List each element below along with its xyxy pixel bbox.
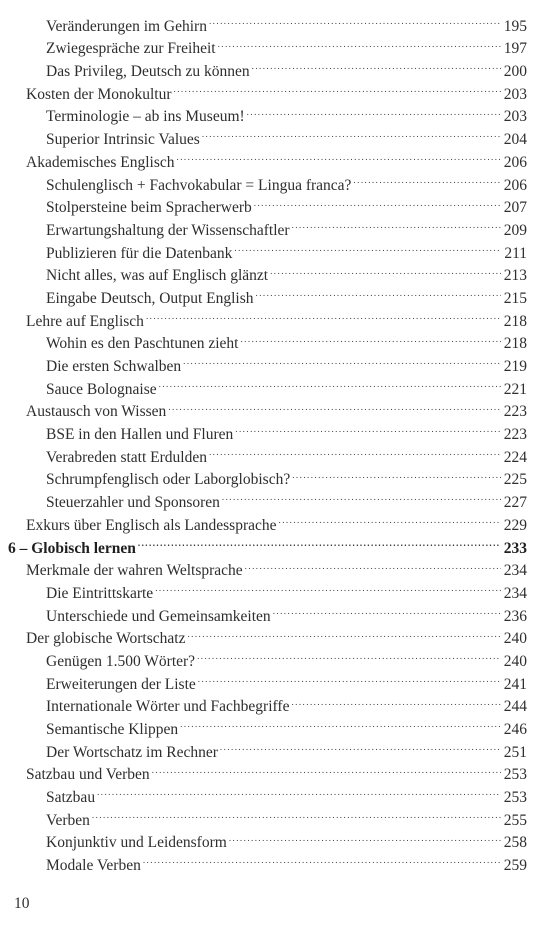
toc-entry-title: Der globische Wortschatz bbox=[26, 630, 186, 648]
toc-entry-page: 236 bbox=[503, 607, 527, 625]
toc-entry-page: 204 bbox=[503, 131, 527, 149]
dot-leader bbox=[177, 144, 501, 167]
toc-entry-title: Lehre auf Englisch bbox=[26, 312, 144, 330]
toc-entry-page: 209 bbox=[503, 221, 527, 239]
toc-entry-page: 246 bbox=[503, 721, 527, 738]
toc-entry-page: 223 bbox=[503, 426, 527, 444]
toc-section-entry bbox=[0, 621, 560, 648]
dot-leader bbox=[353, 167, 501, 190]
toc-section-entry bbox=[0, 144, 560, 171]
toc-entry-page: 207 bbox=[503, 199, 527, 217]
toc-entry-page: 259 bbox=[503, 857, 527, 875]
toc-section-entry bbox=[0, 553, 560, 580]
toc-entry-page: 240 bbox=[503, 652, 527, 670]
toc-entry-page: 219 bbox=[503, 358, 527, 375]
toc-entry-line bbox=[46, 847, 527, 877]
toc-entry-page: 223 bbox=[503, 403, 527, 421]
toc-entry-page: 227 bbox=[503, 494, 527, 512]
toc-entry-page: 234 bbox=[503, 584, 527, 602]
toc-entry-title: Publizieren für die Datenbank bbox=[46, 244, 233, 262]
toc-entry-page: 213 bbox=[503, 267, 527, 285]
toc-subsection-entry bbox=[0, 190, 560, 217]
dot-leader bbox=[273, 598, 501, 621]
toc-entry-page: 234 bbox=[503, 562, 527, 580]
toc-entry-title: 6 – Globisch lernen bbox=[8, 539, 136, 557]
toc-entry-title: Verben bbox=[46, 811, 90, 829]
dot-leader bbox=[97, 779, 501, 802]
toc-subsection-entry bbox=[0, 734, 560, 761]
dot-leader bbox=[187, 621, 501, 644]
toc-entry-title: Schulenglisch + Fachvokabular = Lingua franca? bbox=[46, 176, 352, 194]
toc-entry-page: 225 bbox=[503, 471, 527, 489]
dot-leader bbox=[234, 235, 501, 258]
toc-subsection-entry bbox=[0, 598, 560, 625]
dot-leader bbox=[292, 462, 501, 485]
toc-subsection-entry bbox=[0, 212, 560, 239]
toc-entry-page: 233 bbox=[503, 539, 527, 557]
toc-subsection-entry bbox=[0, 235, 560, 262]
toc-chapter-entry bbox=[0, 530, 560, 557]
toc-subsection-entry bbox=[0, 711, 560, 738]
dot-leader bbox=[152, 757, 501, 780]
toc-entry-title: Superior Intrinsic Values bbox=[46, 131, 200, 149]
toc-entry-title: Kosten der Monokultur bbox=[26, 85, 172, 103]
dot-leader bbox=[229, 825, 501, 848]
toc-subsection-entry bbox=[0, 258, 560, 285]
toc-subsection-entry bbox=[0, 31, 560, 58]
toc-entry-title: Schrumpfenglisch oder Laborglobisch? bbox=[46, 471, 291, 489]
toc-entry-title: Austausch von Wissen bbox=[26, 403, 167, 421]
toc-entry-title: Sauce Bolognaise bbox=[46, 380, 157, 398]
toc-entry-title: Das Privileg, Deutsch zu können bbox=[46, 63, 250, 81]
toc-entry-title: Exkurs über Englisch als Landessprache bbox=[26, 516, 277, 534]
toc-subsection-entry bbox=[0, 348, 560, 375]
dot-leader bbox=[159, 371, 501, 394]
toc-entry-title: Zwiegespräche zur Freiheit bbox=[46, 40, 216, 58]
toc-subsection-entry bbox=[0, 326, 560, 353]
toc-subsection-entry bbox=[0, 371, 560, 398]
toc-entry-page: 211 bbox=[504, 244, 527, 262]
toc-subsection-entry bbox=[0, 416, 560, 444]
dot-leader bbox=[174, 76, 501, 99]
toc-entry-title: Satzbau und Verben bbox=[26, 766, 150, 784]
dot-leader bbox=[218, 31, 501, 54]
toc-entry-title: Semantische Klippen bbox=[46, 721, 179, 738]
toc-subsection-entry bbox=[0, 280, 560, 307]
toc-subsection-entry bbox=[0, 666, 560, 693]
toc-entry-page: 200 bbox=[503, 63, 527, 81]
dot-leader bbox=[256, 280, 502, 303]
toc-section-entry bbox=[0, 303, 560, 330]
dot-leader bbox=[254, 190, 501, 213]
toc-subsection-entry bbox=[0, 53, 560, 81]
toc-subsection-entry bbox=[0, 575, 560, 602]
toc-entry-page: 240 bbox=[503, 630, 527, 648]
toc-entry-title: Wohin es den Paschtunen zieht bbox=[46, 335, 239, 353]
toc-entry-page: 229 bbox=[503, 516, 527, 534]
dot-leader bbox=[138, 530, 501, 553]
toc-entry-title: Stolpersteine beim Spracherwerb bbox=[46, 199, 252, 217]
dot-leader bbox=[146, 303, 501, 326]
dot-leader bbox=[209, 439, 501, 462]
toc-entry-page: 253 bbox=[503, 766, 527, 784]
toc-entry-title: Erwartungshaltung der Wissenschaftler bbox=[46, 221, 290, 239]
dot-leader bbox=[155, 575, 501, 598]
dot-leader bbox=[240, 326, 501, 349]
toc-entry-page: 218 bbox=[503, 335, 527, 353]
toc-entry-title: Nicht alles, was auf Englisch glänzt bbox=[46, 267, 269, 285]
toc-entry-page: 221 bbox=[503, 380, 527, 398]
toc-entry-title: Verabreden statt Erdulden bbox=[46, 448, 207, 466]
dot-leader bbox=[168, 394, 501, 417]
toc-entry-page: 197 bbox=[503, 40, 527, 58]
dot-leader bbox=[197, 643, 501, 666]
toc-subsection-entry bbox=[0, 462, 560, 489]
toc-entry-page: 258 bbox=[503, 834, 527, 852]
dot-leader bbox=[209, 8, 501, 31]
dot-leader bbox=[235, 416, 501, 439]
toc-section-entry bbox=[0, 394, 560, 421]
page-number: 10 bbox=[14, 895, 30, 912]
toc-subsection-entry bbox=[0, 121, 560, 149]
dot-leader bbox=[143, 847, 501, 870]
toc-entry-page: 206 bbox=[503, 153, 527, 171]
toc-entry-page: 215 bbox=[503, 289, 527, 307]
toc-subsection-entry bbox=[0, 99, 560, 126]
toc-entry-title: BSE in den Hallen und Fluren bbox=[46, 426, 234, 444]
dot-leader bbox=[292, 212, 501, 235]
toc-entry-title: Akademisches Englisch bbox=[26, 153, 175, 171]
toc-subsection-entry bbox=[0, 689, 560, 716]
dot-leader bbox=[92, 802, 501, 825]
toc-entry-page: 253 bbox=[503, 789, 527, 807]
toc-entry-title: Die ersten Schwalben bbox=[46, 358, 182, 375]
toc-entry-title: Genügen 1.500 Wörter? bbox=[46, 652, 196, 670]
toc-entry-page: 255 bbox=[503, 811, 527, 829]
toc-subsection-entry bbox=[0, 167, 560, 194]
table-of-contents bbox=[0, 8, 560, 875]
dot-leader bbox=[222, 484, 501, 507]
toc-entry-page: 203 bbox=[503, 85, 527, 103]
toc-entry-page: 206 bbox=[503, 176, 527, 194]
toc-subsection-entry bbox=[0, 779, 560, 807]
toc-entry-title: Modale Verben bbox=[46, 857, 141, 875]
toc-entry-title: Merkmale der wahren Weltsprache bbox=[26, 562, 243, 580]
toc-section-entry bbox=[0, 76, 560, 103]
toc-entry-title: Konjunktiv und Leidensform bbox=[46, 834, 227, 852]
dot-leader bbox=[291, 689, 501, 712]
toc-entry-title: Die Eintrittskarte bbox=[46, 584, 154, 602]
dot-leader bbox=[247, 99, 501, 122]
toc-entry-page: 241 bbox=[503, 675, 527, 693]
toc-entry-title: Satzbau bbox=[46, 789, 96, 807]
toc-subsection-entry bbox=[0, 439, 560, 466]
toc-entry-title: Unterschiede und Gemeinsamkeiten bbox=[46, 607, 271, 625]
toc-entry-title: Erweiterungen der Liste bbox=[46, 675, 196, 693]
toc-entry-page: 224 bbox=[503, 448, 527, 466]
toc-subsection-entry bbox=[0, 802, 560, 829]
dot-leader bbox=[220, 734, 501, 757]
toc-subsection-entry bbox=[0, 825, 560, 852]
toc-subsection-entry bbox=[0, 643, 560, 670]
dot-leader bbox=[279, 507, 501, 530]
toc-entry-title: Veränderungen im Gehirn bbox=[46, 17, 207, 35]
dot-leader bbox=[198, 666, 501, 689]
toc-subsection-entry bbox=[0, 484, 560, 512]
dot-leader bbox=[245, 553, 501, 576]
dot-leader bbox=[252, 53, 501, 76]
toc-entry-title: Der Wortschatz im Rechner bbox=[46, 743, 218, 761]
toc-section-entry bbox=[0, 507, 560, 534]
toc-entry-title: Internationale Wörter und Fachbegriffe bbox=[46, 698, 290, 716]
toc-subsection-entry bbox=[0, 847, 560, 875]
dot-leader bbox=[183, 348, 501, 371]
toc-entry-title: Steuerzahler und Sponsoren bbox=[46, 494, 220, 512]
toc-entry-page: 251 bbox=[503, 743, 527, 761]
toc-entry-title: Terminologie – ab ins Museum! bbox=[46, 108, 245, 126]
toc-subsection-entry bbox=[0, 8, 560, 35]
dot-leader bbox=[180, 711, 501, 734]
toc-entry-page: 244 bbox=[503, 698, 527, 716]
toc-entry-page: 195 bbox=[503, 17, 527, 35]
toc-section-entry bbox=[0, 757, 560, 784]
dot-leader bbox=[270, 258, 501, 281]
dot-leader bbox=[202, 121, 501, 144]
toc-entry-title: Eingabe Deutsch, Output English bbox=[46, 289, 254, 307]
toc-entry-page: 218 bbox=[503, 312, 527, 330]
toc-entry-page: 203 bbox=[503, 108, 527, 126]
